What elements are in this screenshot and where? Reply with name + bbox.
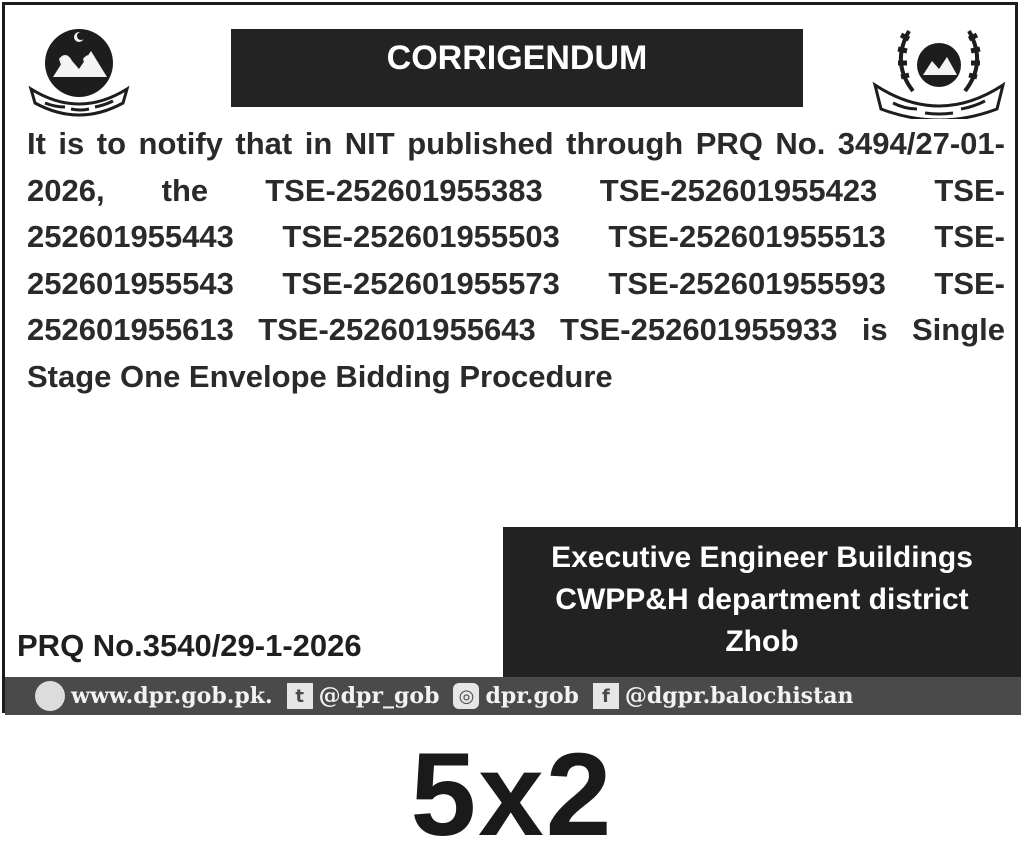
footer-bar [5, 677, 1021, 715]
signature-line-2: CWPP&H department district [555, 583, 969, 616]
twitter-icon: t [287, 683, 313, 709]
notice-body: It is to notify that in NIT published through PRQ No. 3494/27-01-2026, the TSE-252601955383 TSE-252601955423 TSE-252601955443 TSE-252601955503 TSE-252601955513 TSE-252601955543 TSE-252601955573 TSE-252601955593 TSE-252601955613 TSE-252601955643 TSE-252601955933 is Single Stage One Envelope Bidding Procedure [27, 126, 1005, 394]
facebook-icon: f [593, 683, 619, 709]
facebook-handle: @dgpr.balochistan [624, 683, 854, 709]
footer-facebook [593, 683, 854, 709]
ad-size-label: 5x2 [410, 729, 614, 861]
page-title: CORRIGENDUM [386, 39, 648, 77]
footer-instagram [453, 683, 578, 709]
instagram-handle: dpr.gob [485, 683, 579, 709]
signature-block [503, 527, 1021, 677]
signature-line-1: Executive Engineer Buildings [551, 541, 973, 574]
globe-icon [35, 681, 65, 711]
footer-twitter [287, 683, 440, 709]
title-bar [231, 29, 803, 107]
footer-website [35, 681, 273, 711]
twitter-handle: @dpr_gob [318, 683, 440, 709]
prq-number: PRQ No.3540/29-1-2026 [17, 628, 362, 663]
newspaper-notice [2, 2, 1018, 713]
signature-line-3: Zhob [725, 625, 799, 658]
balochistan-emblem-icon [23, 19, 135, 119]
dgpr-emblem-icon [869, 19, 1009, 119]
instagram-icon: ◎ [453, 683, 479, 709]
website-link: www.dpr.gob.pk. [71, 683, 273, 709]
